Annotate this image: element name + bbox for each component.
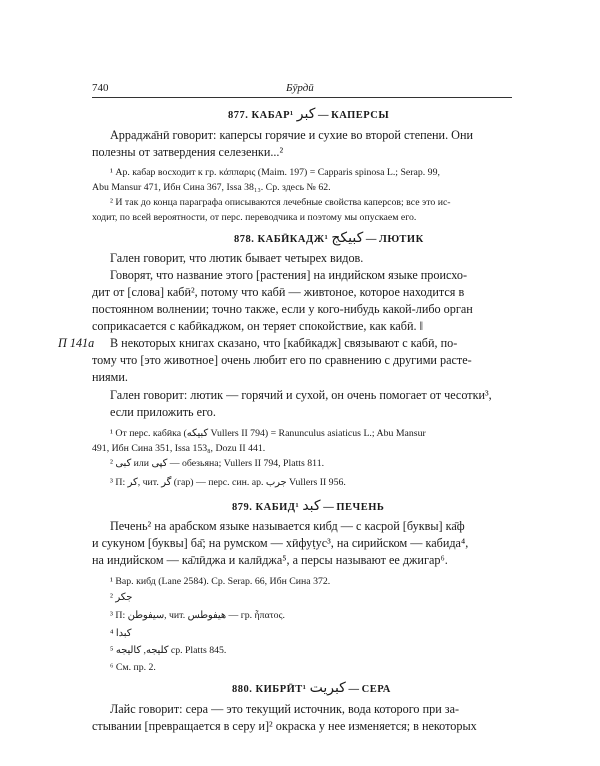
margin-note: П 141а bbox=[58, 336, 95, 350]
body-line: Лайс говорит: сера — это текущий источник, вода которого при за- bbox=[110, 702, 460, 716]
header-rule bbox=[92, 97, 512, 98]
body-line: стывании [превращается в серу и]² окраска у нее изменяется; в некоторых bbox=[92, 719, 477, 733]
entry-number: 880. bbox=[232, 684, 253, 695]
entry-877-title bbox=[228, 106, 389, 122]
entry-arabic: كبيكج bbox=[331, 230, 364, 246]
footnote-line: ⁶ См. пр. 2. bbox=[110, 662, 156, 673]
entry-number: 879. bbox=[232, 502, 253, 513]
entry-number: 877. bbox=[228, 110, 249, 121]
entry-878-title bbox=[234, 230, 424, 246]
footnote-line: ³ П: كر, чит. گر (гар) — перс. син. ар. جرب Vullers II 956. bbox=[110, 477, 346, 488]
entry-headword: КАБАР¹ bbox=[251, 110, 294, 121]
footnote-line: ходит, по всей вероятности, от перс. переводчика и поэтому мы опускаем его. bbox=[92, 212, 417, 223]
body-line: постоянном волнении; точно также, если у кого-нибудь какой-либо орган bbox=[92, 302, 473, 316]
body-line: на индийском — ка̄лӣджа и калӣджа⁵, а персы называют ее джигар⁶. bbox=[92, 553, 448, 567]
entry-number: 878. bbox=[234, 234, 255, 245]
body-line: ниями. bbox=[92, 370, 128, 384]
body-line: соприкасается с кабӣкаджом, он теряет спокойствие, как кабӣ. ‖ bbox=[92, 319, 423, 333]
body-line: тому что [это животное] очень любит его по сравнению с другими расте- bbox=[92, 353, 472, 367]
footnote-line: ¹ Вар. кибд (Lane 2584). Ср. Serap. 66, Ибн Сина 372. bbox=[110, 576, 331, 587]
footnote-line: ² جكر bbox=[110, 592, 133, 603]
page-number: 740 bbox=[92, 82, 109, 94]
body-line: В некоторых книгах сказано, что [кабӣкадж] связывают с кабӣ, по- bbox=[110, 336, 458, 350]
entry-arabic: كبر bbox=[296, 106, 316, 122]
running-title: Бӯрдӣ bbox=[286, 82, 314, 94]
footnote-line: ⁴ كبدا bbox=[110, 628, 132, 639]
body-line: дит от [слова] кабӣ², потому что кабӣ — живтоное, которое находится в bbox=[92, 285, 465, 299]
entry-headword: КИБРӢТ¹ bbox=[255, 684, 307, 695]
footnote-line: Abu Mansur 471, Ибн Сина 367, Issa 38₁₃. Ср. здесь № 62. bbox=[92, 182, 331, 193]
footnote-line: ¹ Ар. кабар восходит к гр. κάππαρις (Maim. 197) = Capparis spinosa L.; Serap. 99, bbox=[110, 167, 440, 178]
body-line: Гален говорит: лютик — горячий и сухой, он очень помогает от чесотки³, если приложить его. bbox=[110, 388, 492, 419]
entry-headword: КАБИД¹ bbox=[255, 502, 300, 513]
body-line: Печень² на арабском языке называется кибд — с касрой [буквы] ка̄ф bbox=[110, 519, 465, 533]
entry-meaning: — ЛЮТИК bbox=[365, 234, 424, 245]
footnote-line: 491, Ибн Сина 351, Issa 153₈, Dozu II 441. bbox=[92, 443, 266, 454]
entry-879-title bbox=[232, 498, 384, 514]
footnote-line: ² كبى или كپى — обезьяна; Vullers II 794, Platts 811. bbox=[110, 458, 325, 469]
entry-headword: КАБӢКАДЖ¹ bbox=[257, 234, 329, 245]
footnote-line: ¹ От перс. кабӣка (كبيكه Vullers II 794) = Ranunculus asiaticus L.; Abu Mansur bbox=[110, 428, 426, 439]
entry-meaning: — КАПЕРСЫ bbox=[318, 110, 390, 121]
body-line: полезны от затвердения селезенки...² bbox=[92, 145, 284, 159]
body-line: Арраджа̄нӣ говорит: каперсы горячие и сухие во второй степени. Они bbox=[110, 128, 474, 142]
footnote-line: ² И так до конца параграфа описываются лечебные свойства каперсов; все это ис- bbox=[110, 197, 451, 208]
entry-meaning: — СЕРА bbox=[348, 684, 391, 695]
footnote-line: ³ П: سيفوطن, чит. هيفوطس — гр. ἧπατος. bbox=[110, 610, 285, 621]
entry-arabic: كبد bbox=[302, 498, 321, 514]
entry-meaning: — ПЕЧЕНЬ bbox=[323, 502, 385, 513]
body-line: и сукуном [буквы] ба̄; на румском — хӣфуṭус³, на сирийском — кабида⁴, bbox=[92, 536, 469, 550]
footnote-line: ⁵ كليجه, كاليجه ср. Platts 845. bbox=[110, 645, 227, 656]
entry-880-title bbox=[232, 680, 391, 696]
body-line: Говорят, что название этого [растения] на индийском языке происхо- bbox=[110, 268, 468, 282]
body-line: Гален говорит, что лютик бывает четырех видов. bbox=[110, 251, 364, 265]
entry-arabic: كبريت bbox=[309, 680, 346, 696]
